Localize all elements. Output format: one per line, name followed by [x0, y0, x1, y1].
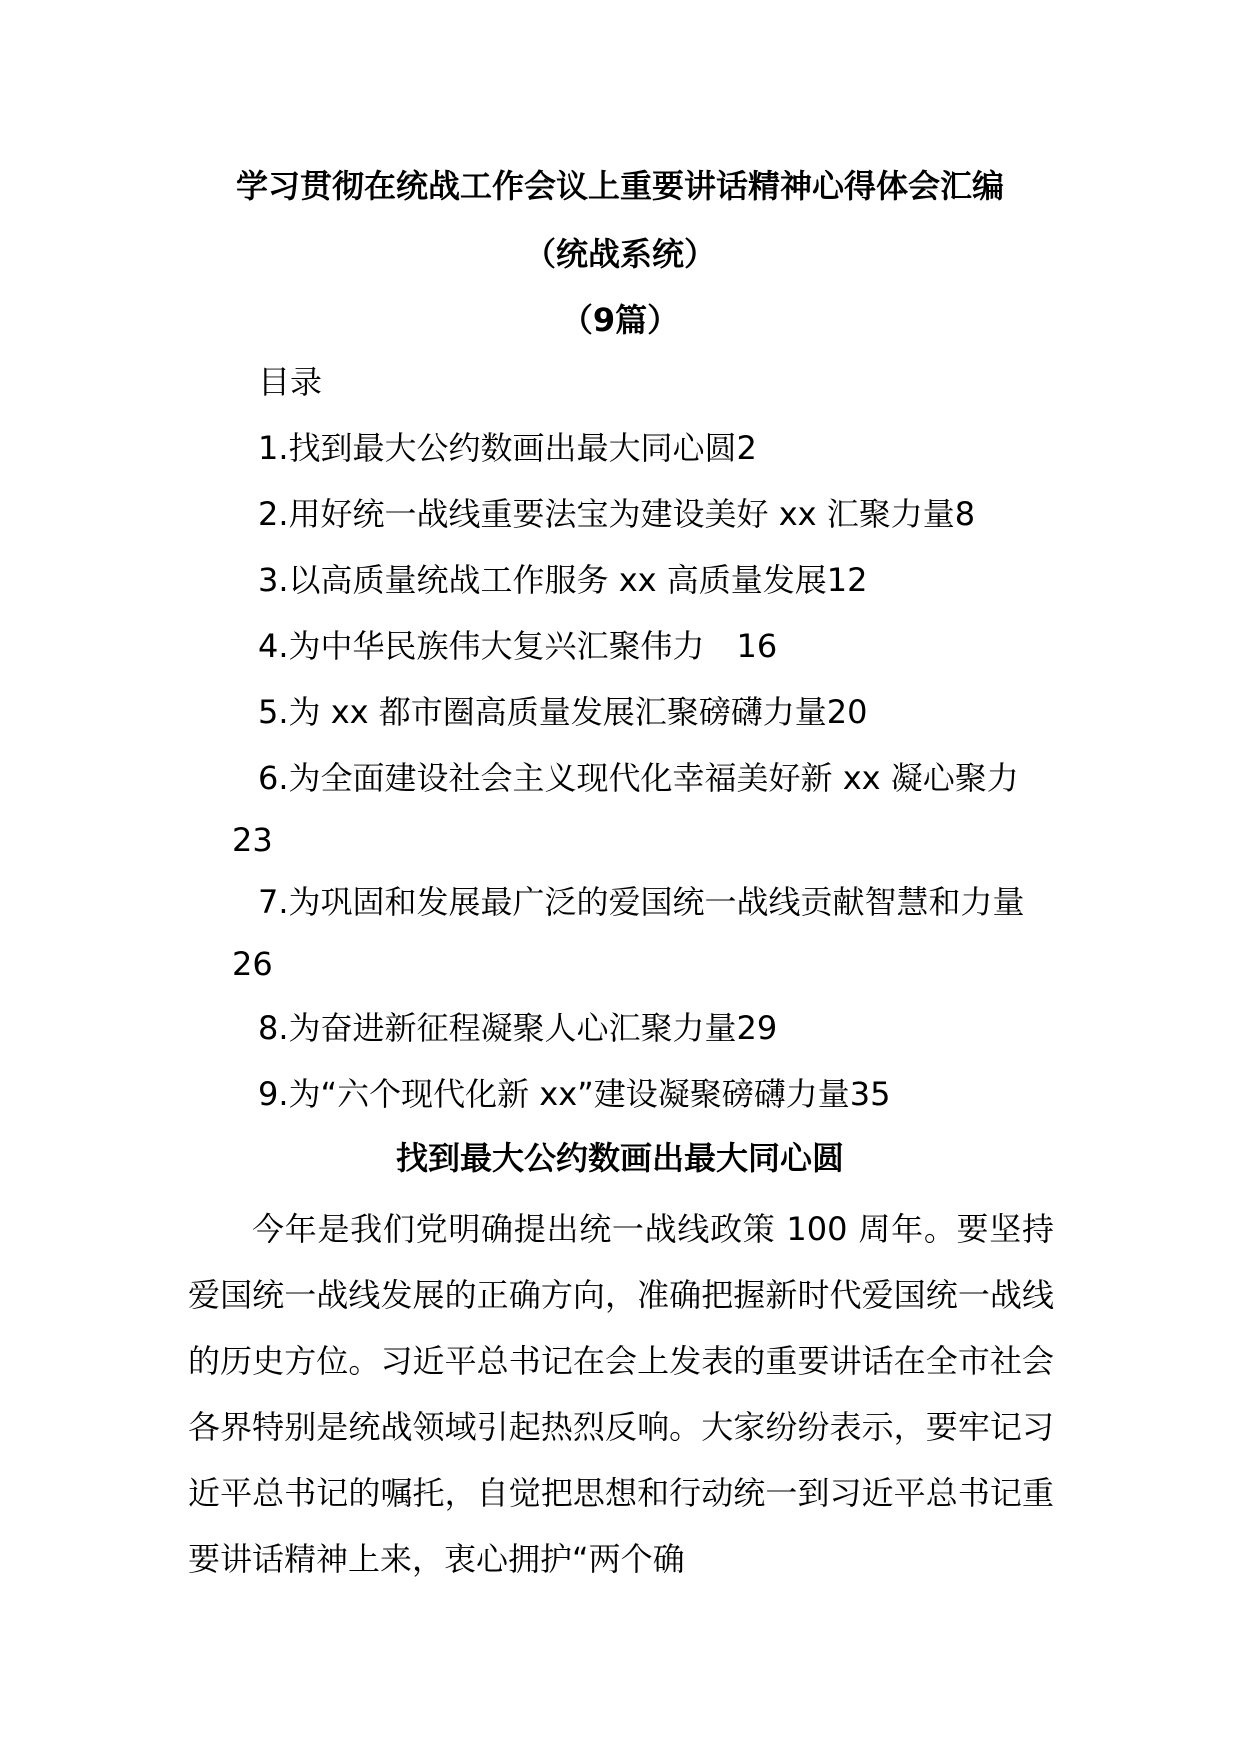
toc-item-9: 9.为“六个现代化新 xx”建设凝聚磅礴力量35 [258, 1075, 891, 1113]
toc-item-3: 3.以高质量统战工作服务 xx 高质量发展12 [258, 561, 868, 599]
toc-item-1: 1.找到最大公约数画出最大同心圆2 [258, 429, 757, 467]
toc-item-5: 5.为 xx 都市圈高质量发展汇聚磅礴力量20 [258, 693, 868, 731]
toc-item-4: 4.为中华民族伟大复兴汇聚伟力 16 [258, 627, 778, 665]
toc-item-8: 8.为奋进新征程凝聚人心汇聚力量29 [258, 1009, 778, 1047]
toc-heading: 目录 [258, 363, 323, 401]
toc-item-6: 6.为全面建设社会主义现代化幸福美好新 xx 凝心聚力 [258, 759, 1019, 797]
document-subtitle: （统战系统） [523, 235, 716, 273]
document-article-count: （9篇） [560, 301, 680, 339]
section-paragraph: 今年是我们党明确提出统一战线政策 100 周年。要坚持爱国统一战线发展的正确方向，准确把握新时代爱国统一战线的历史方位。习近平总书记在会上发表的重要讲话在全市社会各界特别是统战领域引起热烈反响。大家纷纷表示，要牢记习近平总书记的嘱托，自觉把思想和行动统一到习近平总书记重要讲话精神上来，衷心拥护“两个确 [188, 1210, 1054, 1578]
toc-item-2: 2.用好统一战线重要法宝为建设美好 xx 汇聚力量8 [258, 495, 976, 533]
section-title: 找到最大公约数画出最大同心圆 [395, 1139, 844, 1177]
toc-item-7: 7.为巩固和发展最广泛的爱国统一战线贡献智慧和力量 [258, 883, 1025, 921]
toc-item-6-page: 23 [232, 821, 273, 859]
document-title: 学习贯彻在统战工作会议上重要讲话精神心得体会汇编 [235, 167, 1004, 205]
toc-item-7-page: 26 [232, 945, 273, 983]
